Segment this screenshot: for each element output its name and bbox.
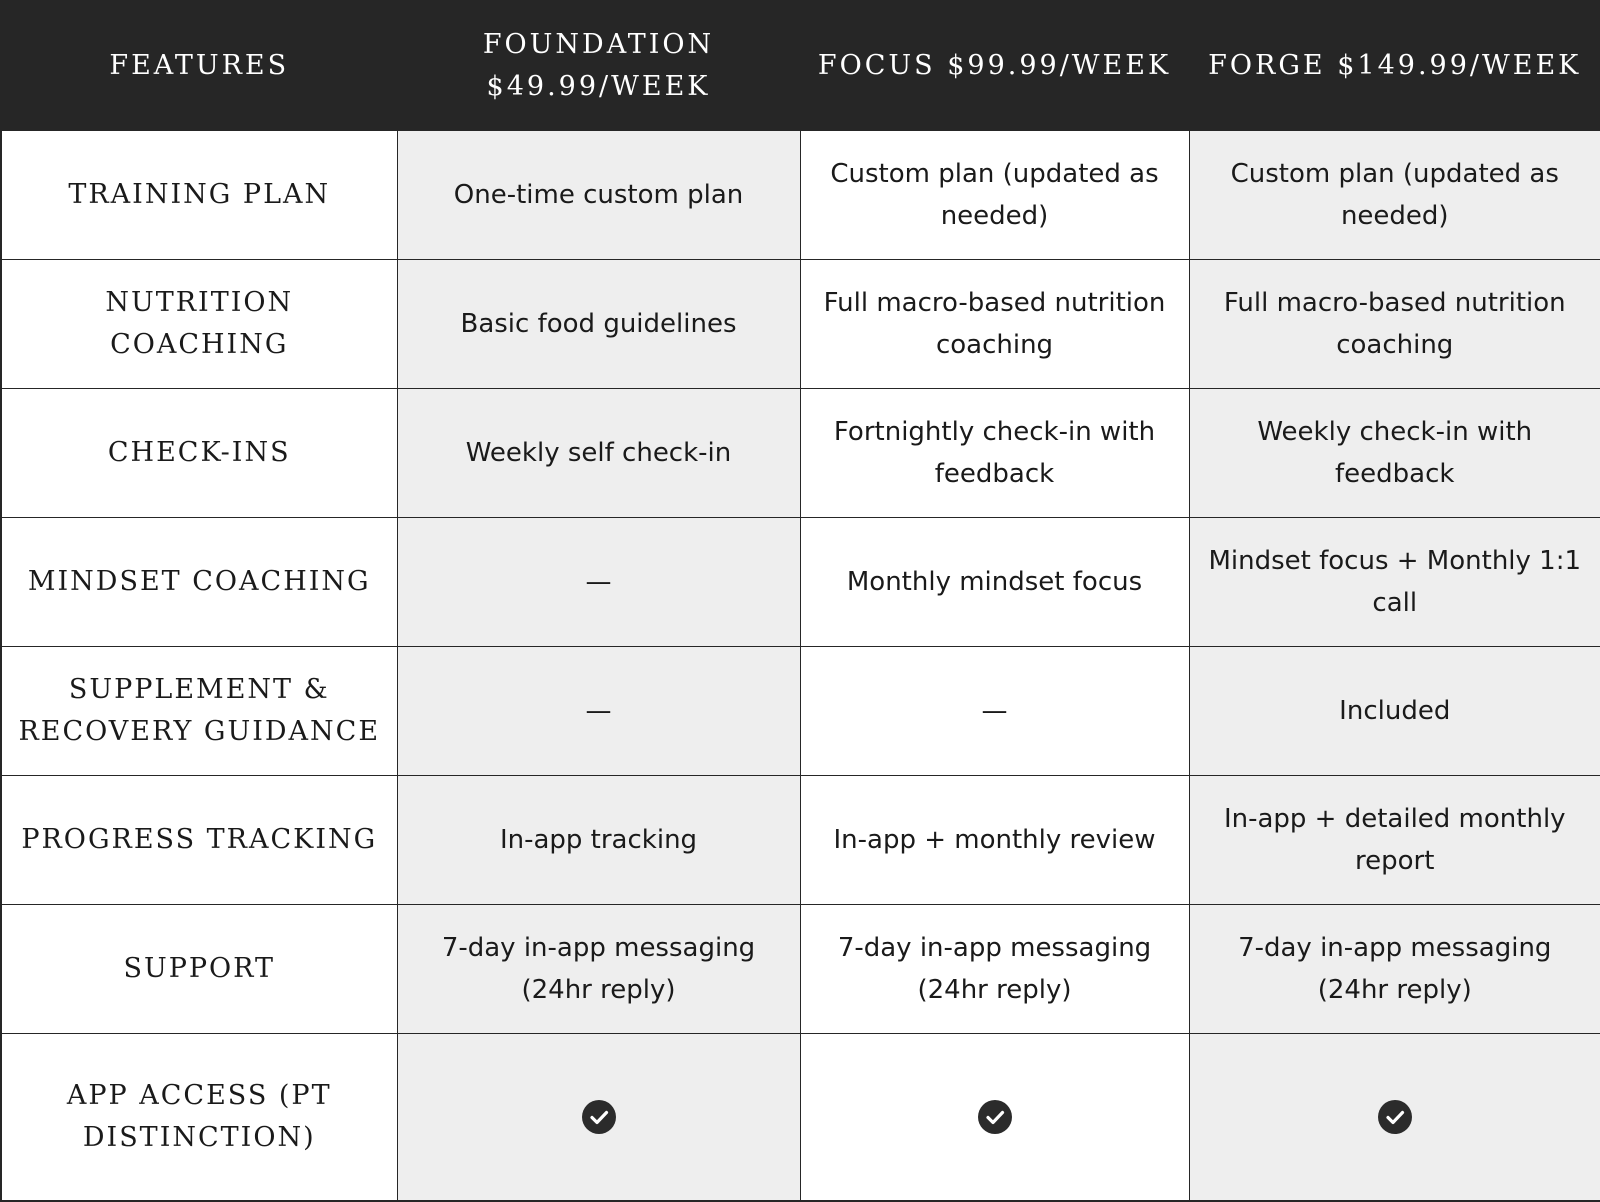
check-circle-icon (1378, 1100, 1412, 1134)
cell-forge: Mindset focus + Monthly 1:1 call (1189, 517, 1600, 646)
plan-price: $99.99/WEEK (947, 49, 1172, 81)
cell-foundation: One-time custom plan (397, 130, 800, 259)
cell-foundation: — (397, 646, 800, 775)
plan-price: $49.99/WEEK (486, 70, 711, 102)
table-row (1, 259, 1600, 388)
feature-mindset-coaching: MINDSET COACHING (1, 517, 397, 646)
header-row (1, 1, 1600, 130)
feature-app-access: APP ACCESS (PT DISTINCTION) (1, 1033, 397, 1201)
cell-forge: Weekly check-in with feedback (1189, 388, 1600, 517)
cell-foundation: — (397, 517, 800, 646)
table-row (1, 775, 1600, 904)
table-row (1, 646, 1600, 775)
plan-name: FOCUS (817, 49, 936, 81)
feature-nutrition-coaching: NUTRITION COACHING (1, 259, 397, 388)
table-row (1, 904, 1600, 1033)
cell-focus: In-app + monthly review (800, 775, 1189, 904)
cell-focus: 7-day in-app messaging (24hr reply) (800, 904, 1189, 1033)
check-circle-icon (978, 1100, 1012, 1134)
table-row (1, 517, 1600, 646)
cell-forge: Included (1189, 646, 1600, 775)
feature-support: SUPPORT (1, 904, 397, 1033)
plan-header-focus (800, 1, 1189, 130)
cell-focus: — (800, 646, 1189, 775)
cell-forge: Full macro-based nutrition coaching (1189, 259, 1600, 388)
cell-forge: In-app + detailed monthly report (1189, 775, 1600, 904)
table-row (1, 388, 1600, 517)
plan-header-forge (1189, 1, 1600, 130)
cell-focus: Fortnightly check-in with feedback (800, 388, 1189, 517)
table-row (1, 1033, 1600, 1201)
table-row (1, 130, 1600, 259)
cell-foundation: Weekly self check-in (397, 388, 800, 517)
cell-focus (800, 1033, 1189, 1201)
feature-check-ins: CHECK-INS (1, 388, 397, 517)
cell-foundation: 7-day in-app messaging (24hr reply) (397, 904, 800, 1033)
cell-forge: Custom plan (updated as needed) (1189, 130, 1600, 259)
cell-focus: Custom plan (updated as needed) (800, 130, 1189, 259)
cell-focus: Monthly mindset focus (800, 517, 1189, 646)
features-header: FEATURES (1, 1, 397, 130)
cell-focus: Full macro-based nutrition coaching (800, 259, 1189, 388)
plan-price: $149.99/WEEK (1337, 49, 1582, 81)
feature-supplement-recovery: SUPPLEMENT & RECOVERY GUIDANCE (1, 646, 397, 775)
feature-training-plan: TRAINING PLAN (1, 130, 397, 259)
cell-foundation (397, 1033, 800, 1201)
cell-forge: 7-day in-app messaging (24hr reply) (1189, 904, 1600, 1033)
feature-progress-tracking: PROGRESS TRACKING (1, 775, 397, 904)
cell-forge (1189, 1033, 1600, 1201)
plan-header-foundation (397, 1, 800, 130)
plan-name: FORGE (1208, 49, 1326, 81)
cell-foundation: Basic food guidelines (397, 259, 800, 388)
cell-foundation: In-app tracking (397, 775, 800, 904)
plan-name: FOUNDATION (482, 28, 715, 60)
check-circle-icon (582, 1100, 616, 1134)
